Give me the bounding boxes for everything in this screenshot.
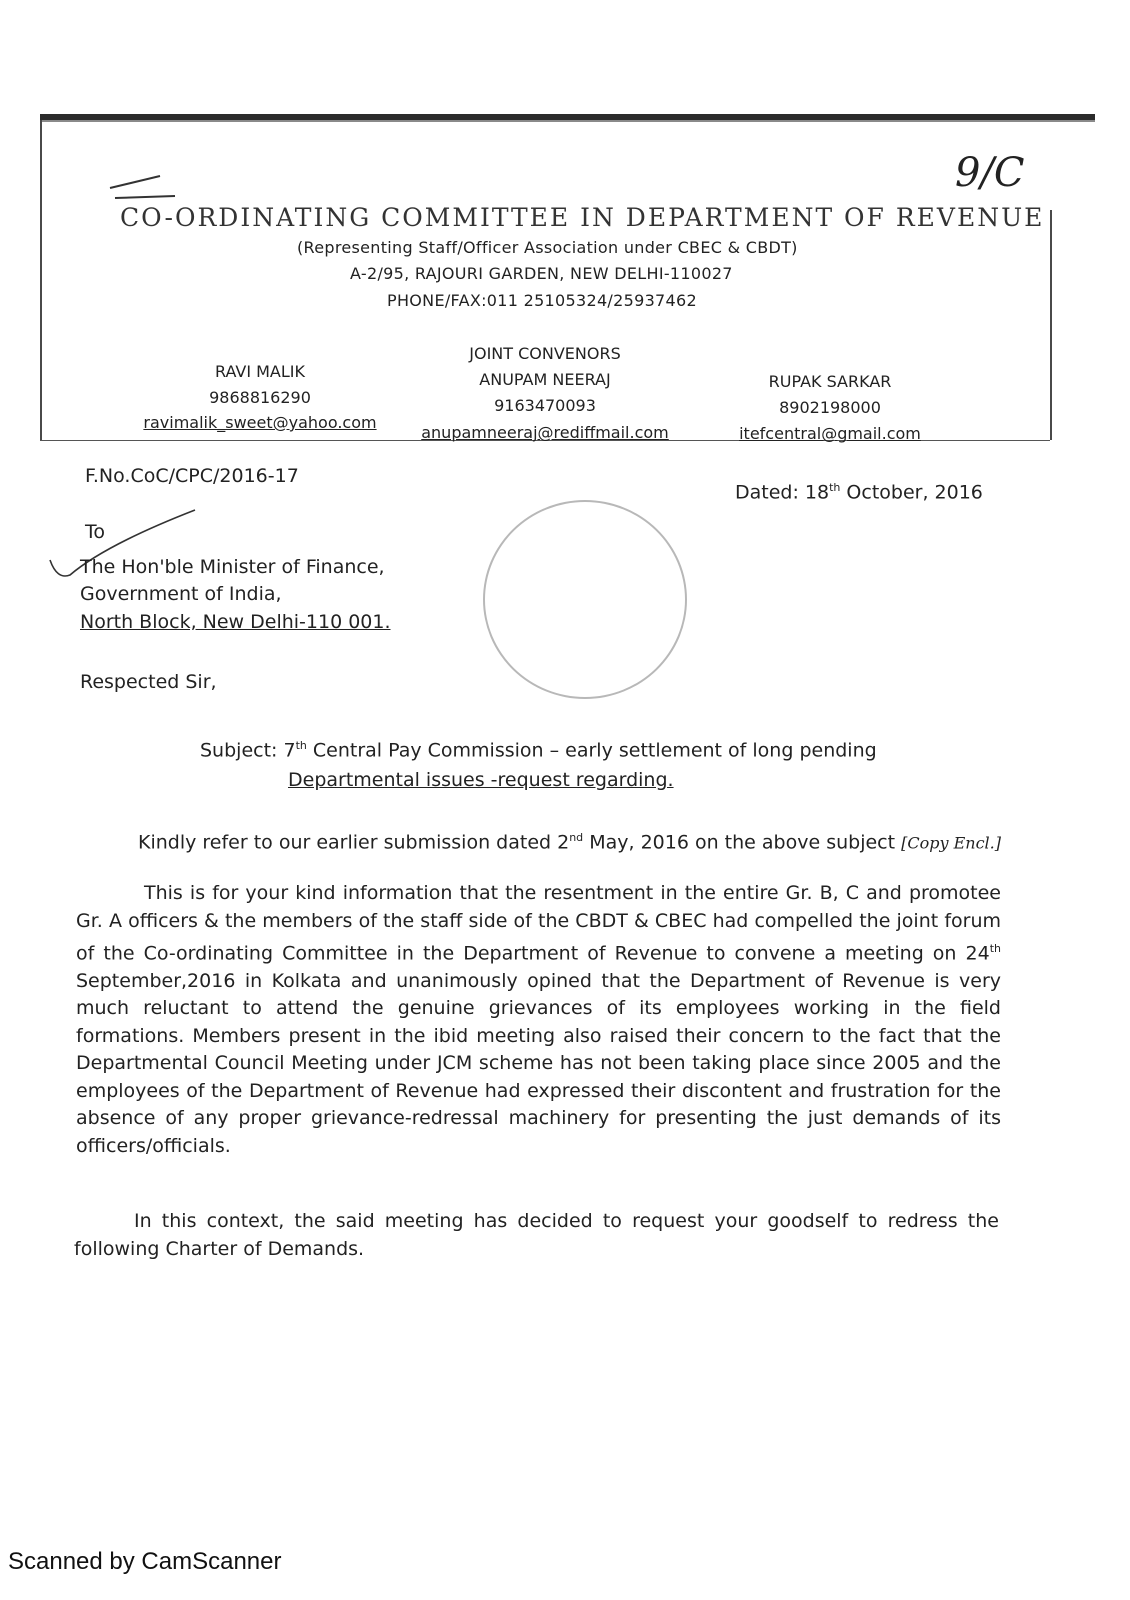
file-number: F.No.CoC/CPC/2016-17 <box>85 465 299 487</box>
convenor-name: ANUPAM NEERAJ <box>479 370 611 389</box>
scanner-watermark: Scanned by CamScanner <box>8 1548 282 1575</box>
convenor-phone: 9868816290 <box>209 388 311 407</box>
addressee-line: Government of India, <box>80 583 282 605</box>
convenor-phone: 9163470093 <box>494 396 596 415</box>
letterhead-left-border <box>40 120 42 440</box>
salutation: Respected Sir, <box>80 671 217 693</box>
letterhead-title: CO-ORDINATING COMMITTEE IN DEPARTMENT OF REVENUE <box>120 203 1045 232</box>
subject-line: Subject: 7th Central Pay Commission – early settlement of long pending <box>200 739 877 762</box>
convenor-name: RAVI MALIK <box>214 362 305 381</box>
addressee-line: The Hon'ble Minister of Finance, <box>80 556 385 578</box>
convenor-name: RUPAK SARKAR <box>768 372 892 391</box>
letterhead-address: A-2/95, RAJOURI GARDEN, NEW DELHI-110027 <box>350 264 733 283</box>
subject-line: Departmental issues -request regarding. <box>288 769 674 791</box>
letterhead-subtitle: (Representing Staff/Officer Association under CBEC & CBDT) <box>297 238 798 257</box>
handwritten-note: [Copy Encl.] <box>901 833 1001 853</box>
letterhead-right-border <box>1050 210 1052 440</box>
paragraph-reference: Kindly refer to our earlier submission dated 2nd May, 2016 on the above subject [Copy Encl.] <box>138 831 1001 854</box>
convenor-email[interactable]: ravimalik_sweet@yahoo.com <box>143 413 377 432</box>
letterhead-phone: PHONE/FAX:011 25105324/25937462 <box>387 291 697 310</box>
addressee-to: To <box>85 521 106 543</box>
office-stamp <box>483 500 687 699</box>
paragraph-body: In this context, the said meeting has decided to request your goodself to redress the following Charter of Demands. <box>74 1210 999 1260</box>
convenor-email[interactable]: anupamneeraj@rediffmail.com <box>421 423 669 442</box>
addressee-line: North Block, New Delhi-110 001. <box>80 611 391 633</box>
paragraph-body: This is for your kind information that the resentment in the entire Gr. B, C and promotee Gr. A officers & the members of the staff side of the CBDT & CBEC had compelled the joint forum of the Co-ordinating Committee in the Department of Revenue to convene a meeting on 24th September,2016 in Kolkata and unanimously opined that the Department of Revenue is very much reluctant to attend the genuine grievances of its employees working in the field formations. Members present in the ibid meeting also raised their concern to the fact that the Departmental Council Meeting under JCM scheme has not been taking place since 2005 and the employees of the Department of Revenue had expressed their discontent and frustration for the absence of any proper grievance-redressal machinery for presenting the just demands of its officers/officials. <box>76 882 1001 1157</box>
scan-top-border-shadow <box>40 120 1095 122</box>
convenor-email[interactable]: itefcentral@gmail.com <box>739 424 921 443</box>
convenors-heading: JOINT CONVENORS <box>469 344 621 363</box>
letter-date: Dated: 18th October, 2016 <box>735 481 983 504</box>
convenor-phone: 8902198000 <box>779 398 881 417</box>
handwritten-annotation: 9/C <box>955 150 1025 196</box>
